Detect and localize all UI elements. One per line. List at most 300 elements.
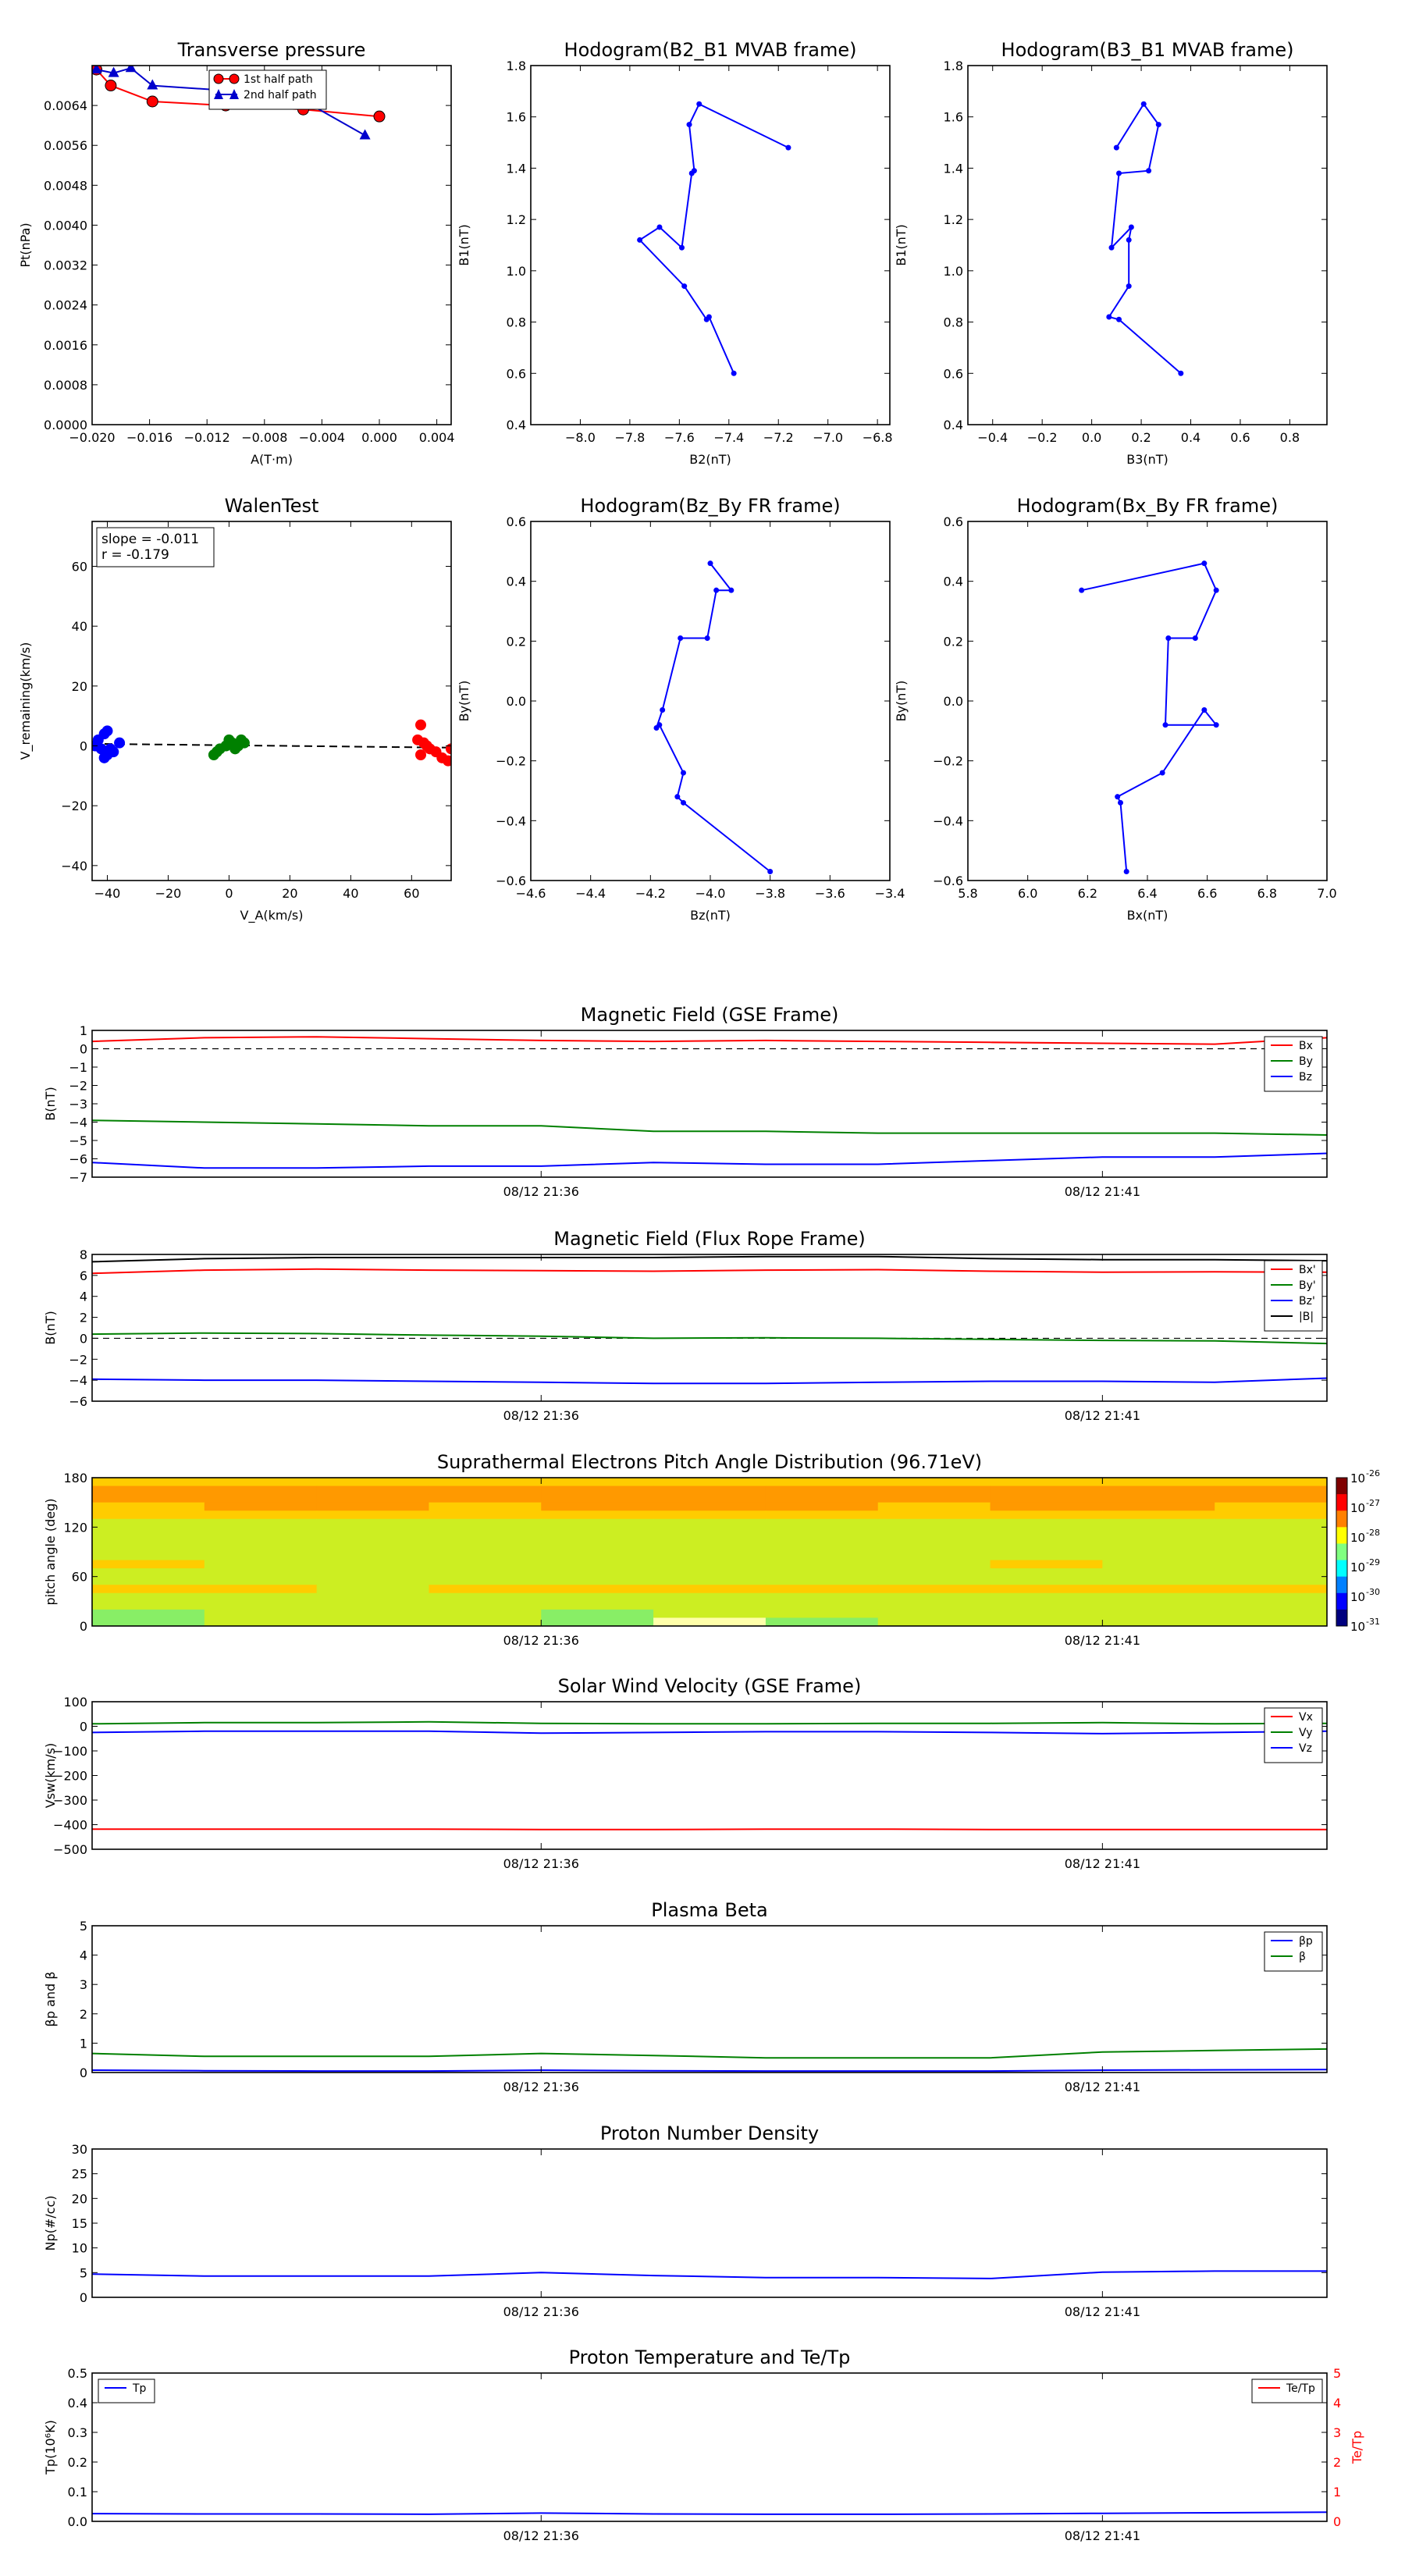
heatmap-cell [205,1478,317,1486]
y-tick-label: 100 [63,1695,87,1710]
heatmap-cell [92,1494,205,1503]
heatmap-cell [92,1593,205,1602]
x-tick-label: −7.4 [713,430,745,445]
heatmap-cell [92,1527,205,1535]
heatmap-cell [317,1527,429,1535]
y-tick-label: 0.2 [506,634,526,649]
data-point [767,869,773,874]
y-tick-label: 0.0016 [44,337,87,353]
plasma_beta-data [92,2049,1327,2071]
time-tick-label: 08/12 21:36 [503,2080,579,2094]
data-point [1146,168,1151,173]
y-tick-label: 0 [79,1719,87,1735]
heatmap-cell [429,1617,541,1626]
heatmap-cell [92,1601,205,1610]
time-tick-label: 08/12 21:36 [503,1408,579,1423]
heatmap-cell [991,1577,1103,1585]
y-tick-label: 0.0008 [44,377,87,393]
y-tick-label: 3 [79,1977,87,1993]
heatmap-cell [205,1560,317,1569]
series-line [92,1269,1327,1273]
x-tick-label: −4.4 [575,886,606,901]
colorbar-segment [1336,1610,1347,1627]
plot-frame [92,2373,1327,2521]
x-tick-label: −20 [155,886,182,901]
heatmap-cell [541,1568,653,1577]
y-tick-label: −200 [53,1768,87,1784]
right-tick-label: 5 [1333,2366,1342,2381]
heatmap-cell [878,1601,991,1610]
heatmap-cell [429,1478,541,1486]
data-point [678,635,683,641]
solar_wind_velocity-data [92,1722,1327,1830]
heatmap-cell [541,1527,653,1535]
heatmap-cell [991,1503,1103,1511]
y-axis-label: B1(nT) [457,224,471,266]
heatmap-cell [653,1543,766,1552]
y-tick-label: 0 [79,1331,87,1347]
y-tick-label: −4 [69,1115,87,1130]
x-tick-label: −8.0 [565,430,596,445]
x-tick-label: −40 [94,886,121,901]
heatmap-cell [429,1494,541,1503]
series-line [92,1379,1327,1384]
legend-label: β [1299,1951,1306,1963]
x-tick-label: −4.6 [515,886,546,901]
heatmap-cell [1102,1535,1215,1544]
chart-title: Solar Wind Velocity (GSE Frame) [557,1675,862,1697]
y-tick-label: 0.0056 [44,138,87,154]
heatmap-cell [1215,1543,1327,1552]
heatmap-cell [92,1552,205,1560]
data-point [679,245,685,251]
annotation-text: r = -0.179 [101,547,169,563]
heatmap-cell [1215,1519,1327,1528]
legend-label: |B| [1299,1311,1314,1323]
y-tick-label: −40 [61,858,87,873]
y-tick-label: −2 [69,1352,87,1368]
scatter-point [101,725,112,736]
walen_test-data [90,720,457,767]
data-point [637,237,642,243]
y-tick-label: 0.0 [506,694,526,709]
y-tick-label: 0.2 [67,2455,87,2470]
legend-marker [229,74,239,84]
plot-frame [92,2149,1327,2297]
scatter-point [415,720,426,731]
heatmap-cell [205,1617,317,1626]
colorbar-exponent: -27 [1366,1498,1380,1508]
heatmap-cell [92,1503,205,1511]
heatmap-cell [991,1585,1103,1593]
heatmap-cell [429,1503,541,1511]
x-tick-label: 6.0 [1017,886,1038,901]
y-tick-label: 0.3 [67,2425,87,2440]
colorbar-segment [1336,1593,1347,1610]
y-tick-label: −5 [69,1133,87,1148]
heatmap-cell [878,1593,991,1602]
y-tick-label: 1 [79,2036,87,2051]
y-tick-label: 0.4 [943,418,963,432]
y-tick-label: 4 [79,1948,87,1963]
chart-title: Hodogram(B3_B1 MVAB frame) [1001,39,1294,61]
series-line [92,2271,1327,2279]
y-tick-label: −0.6 [496,873,526,888]
scatter-point [443,756,454,767]
series-line [92,1154,1327,1169]
y-axis-label: B1(nT) [894,224,909,266]
x-tick-label: 40 [343,886,359,901]
data-point [1116,317,1122,322]
time-tick-label: 08/12 21:41 [1064,2080,1141,2094]
y-tick-label: 20 [71,678,87,694]
x-tick-label: 0.8 [1279,430,1300,445]
y-tick-label: 0.4 [943,574,963,589]
x-tick-label: −6.8 [862,430,893,445]
heatmap-cell [205,1503,317,1511]
heatmap-cell [317,1510,429,1519]
heatmap-cell [766,1593,878,1602]
data-point [656,225,662,230]
y-tick-label: 1.2 [943,212,963,228]
y-axis-label: Np(#/cc) [43,2195,58,2251]
y-tick-label: 0 [79,1041,87,1057]
y-tick-label: 4 [79,1289,87,1304]
legend-label: 1st half path [244,73,313,86]
y-tick-label: −500 [53,1842,87,1857]
legend-label: By [1299,1055,1313,1068]
heatmap-cell [766,1503,878,1511]
proton_density-data [92,2271,1327,2279]
heatmap-cell [317,1585,429,1593]
x-tick-label: −0.020 [69,430,116,445]
right-tick-label: 1 [1333,2485,1342,2500]
y-tick-label: 0 [79,2290,87,2305]
data-point [785,145,791,151]
hodogram_bz_by-data [654,560,774,874]
colorbar-segment [1336,1543,1347,1560]
heatmap-cell [878,1478,991,1486]
right-tick-label: 4 [1333,2396,1342,2411]
data-point [660,707,665,713]
colorbar-label: 10 [1350,1531,1366,1545]
heatmap-cell [991,1535,1103,1544]
legend-label: Bx' [1299,1264,1316,1276]
data-point [713,588,719,593]
y-tick-label: 0.1 [67,2485,87,2500]
heatmap-cell [1215,1503,1327,1511]
x-tick-label: 6.2 [1077,886,1098,901]
y-tick-label: 0.6 [506,514,526,529]
chart-title: Transverse pressure [177,39,366,61]
series-line [92,1037,1327,1044]
heatmap-cell [541,1552,653,1560]
x-tick-label: −7.2 [763,430,794,445]
right-tick-label: 2 [1333,2455,1342,2470]
heatmap-cell [317,1568,429,1577]
heatmap-cell [429,1486,541,1495]
colorbar-label: 10 [1350,1501,1366,1515]
y-tick-label: 0.0040 [44,218,87,233]
heatmap-cell [317,1601,429,1610]
x-axis-label: A(T·m) [251,452,293,467]
heatmap-cell [429,1610,541,1618]
colorbar-segment [1336,1494,1347,1511]
heatmap-cell [205,1486,317,1495]
x-tick-label: −3.6 [814,886,845,901]
colorbar-label: 10 [1350,1471,1366,1485]
x-tick-label: 60 [404,886,420,901]
heatmap-cell [541,1585,653,1593]
y-axis-label: B(nT) [43,1087,58,1121]
y-tick-label: 120 [63,1520,87,1535]
y-tick-label: 1.6 [506,109,526,125]
series-line [92,2049,1327,2058]
heatmap-cell [766,1478,878,1486]
x-axis-label: B2(nT) [689,452,731,467]
x-tick-label: −4.0 [695,886,726,901]
heatmap-cell [429,1535,541,1544]
y-tick-label: 0.4 [67,2396,87,2411]
y-tick-label: −400 [53,1817,87,1833]
x-tick-label: 0.6 [1230,430,1250,445]
heatmap-cell [1215,1478,1327,1486]
heatmap-cell [541,1601,653,1610]
series-line [92,1120,1327,1135]
data-point [696,101,702,107]
x-tick-label: 6.8 [1257,886,1278,901]
heatmap-cell [991,1617,1103,1626]
data-point [705,635,710,641]
y-tick-label: 0.6 [506,366,526,382]
y-tick-label: 0.0 [943,694,963,709]
heatmap-cell [317,1519,429,1528]
heatmap-cell [205,1535,317,1544]
y-tick-label: 2 [79,2006,87,2022]
time-tick-label: 08/12 21:41 [1064,1633,1141,1648]
data-point [674,794,680,799]
heatmap-cell [92,1610,205,1618]
y-tick-label: −6 [69,1394,87,1409]
time-tick-label: 08/12 21:41 [1064,2304,1141,2319]
data-point [1214,588,1219,593]
legend-label: Bx [1299,1040,1313,1052]
legend-label: Vy [1299,1727,1313,1739]
data-point [728,588,734,593]
data-point [1141,101,1147,107]
heatmap-cell [878,1486,991,1495]
x-tick-label: 7.0 [1317,886,1337,901]
proton_temperature-data [92,2512,1327,2514]
heatmap-cell [766,1601,878,1610]
heatmap-cell [429,1519,541,1528]
plot-frame [92,521,451,881]
heatmap-cell [766,1560,878,1569]
heatmap-cell [991,1543,1103,1552]
heatmap-cell [991,1486,1103,1495]
y-tick-label: 0.0000 [44,418,87,432]
chart-title: Proton Temperature and Te/Tp [568,2347,851,2368]
data-point [1193,635,1198,641]
series-line [640,104,788,373]
time-tick-label: 08/12 21:41 [1064,2528,1141,2543]
magnetic_field_gse-axes [43,1004,1327,1199]
heatmap-cell [541,1535,653,1544]
x-tick-label: −7.6 [663,430,695,445]
series-line [92,1731,1327,1734]
heatmap-cell [92,1585,205,1593]
heatmap-cell [541,1478,653,1486]
heatmap-cell [205,1552,317,1560]
data-point [731,371,737,376]
x-axis-label: B3(nT) [1126,452,1168,467]
hodogram_bx_by-data [1079,560,1219,874]
y-tick-label: 1.0 [943,263,963,279]
heatmap-cell [878,1510,991,1519]
plot-frame [92,1030,1327,1177]
y-axis-label: V_remaining(km/s) [18,642,33,760]
x-tick-label: 0.000 [361,430,397,445]
heatmap-cell [1102,1577,1215,1585]
heatmap-cell [541,1543,653,1552]
heatmap-cell [991,1527,1103,1535]
x-tick-label: 0.4 [1180,430,1201,445]
heatmap-cell [991,1519,1103,1528]
heatmap-cell [766,1535,878,1544]
heatmap-cell [541,1486,653,1495]
heatmap-cell [878,1552,991,1560]
heatmap-cell [541,1593,653,1602]
y-tick-label: −0.4 [496,813,526,829]
chart-title: Hodogram(Bx_By FR frame) [1016,495,1279,517]
time-tick-label: 08/12 21:41 [1064,1184,1141,1199]
heatmap-cell [1102,1519,1215,1528]
heatmap-cell [991,1552,1103,1560]
colorbar-segment [1336,1560,1347,1578]
heatmap-cell [991,1568,1103,1577]
heatmap-cell [541,1610,653,1618]
y-tick-label: −0.6 [933,873,963,888]
heatmap-cell [1215,1510,1327,1519]
heatmap-cell [653,1519,766,1528]
heatmap-cell [1215,1577,1327,1585]
heatmap-cell [205,1527,317,1535]
heatmap-cell [653,1486,766,1495]
y-tick-label: 5 [79,2265,87,2281]
y-tick-label: 0.0064 [44,98,87,114]
heatmap-cell [1215,1560,1327,1569]
plot-frame [92,66,451,425]
y-tick-label: 40 [71,619,87,635]
data-point [708,560,713,566]
heatmap-cell [766,1617,878,1626]
data-point [1178,371,1183,376]
scatter-point [114,738,125,749]
heatmap-cell [429,1510,541,1519]
x-tick-label: −0.012 [183,430,230,445]
y-tick-label: 10 [71,2240,87,2256]
chart-title: Plasma Beta [651,1899,768,1921]
heatmap-cell [1102,1543,1215,1552]
x-tick-label: 5.8 [958,886,978,901]
y-tick-label: 60 [71,559,87,575]
heatmap-cell [1215,1552,1327,1560]
heatmap-cell [92,1519,205,1528]
proton_density-axes [43,2122,1327,2319]
heatmap-cell [1215,1494,1327,1503]
heatmap-cell [653,1494,766,1503]
y-tick-label: 0.8 [943,315,963,330]
data-point [704,317,710,322]
y-tick-label: 0.6 [943,366,963,382]
y-tick-label: 0.6 [943,514,963,529]
x-axis-label: V_A(km/s) [240,908,304,923]
colorbar-exponent: -31 [1366,1617,1380,1627]
heatmap-cell [878,1577,991,1585]
data-point [681,283,687,289]
heatmap-cell [653,1552,766,1560]
x-tick-label: 20 [282,886,298,901]
legend-label: Tp [133,2382,147,2395]
data-point [360,129,371,139]
data-point [1160,770,1165,776]
x-axis-label: Bx(nT) [1126,908,1168,923]
x-tick-label: −0.2 [1026,430,1058,445]
y-tick-label: −20 [61,799,87,814]
heatmap-cell [653,1478,766,1486]
y-tick-label: −6 [69,1151,87,1167]
colorbar-segment [1336,1510,1347,1528]
heatmap-cell [766,1610,878,1618]
time-tick-label: 08/12 21:36 [503,2528,579,2543]
plasma_beta-axes [43,1899,1327,2094]
legend-label: Bz [1299,1071,1312,1083]
plot-frame [968,66,1327,425]
x-tick-label: −3.4 [874,886,905,901]
heatmap-cell [653,1503,766,1511]
y-tick-label: 25 [71,2166,87,2182]
y-tick-label: −7 [69,1170,87,1185]
data-point [1201,560,1207,566]
heatmap-cell [1215,1610,1327,1618]
y-tick-label: 0.0 [67,2514,87,2529]
y-tick-label: −0.4 [933,813,963,829]
colorbar-segment [1336,1478,1347,1495]
data-point [1124,869,1129,874]
heatmap-cell [1102,1610,1215,1618]
x-axis-label: Bz(nT) [690,908,731,923]
right-tick-label: 0 [1333,2514,1342,2529]
scatter-point [212,746,222,757]
colorbar-segment [1336,1527,1347,1544]
heatmap-cell [541,1617,653,1626]
heatmap-cell [541,1577,653,1585]
hodogram_b3_b1-data [1106,101,1183,376]
heatmap-cell [653,1617,766,1626]
y-tick-label: 5 [79,1919,87,1934]
colorbar-exponent: -28 [1366,1528,1380,1538]
heatmap-cell [429,1577,541,1585]
transverse_pressure-axes [18,39,455,467]
magnetic_field_fr-data [92,1257,1327,1384]
right-tick-label: 3 [1333,2425,1342,2440]
y-tick-label: −0.2 [496,753,526,769]
heatmap-cell [92,1617,205,1626]
heatmap-cell [541,1510,653,1519]
data-point [1114,145,1119,151]
time-tick-label: 08/12 21:36 [503,2304,579,2319]
y-axis-label: Pt(nPa) [18,222,33,268]
